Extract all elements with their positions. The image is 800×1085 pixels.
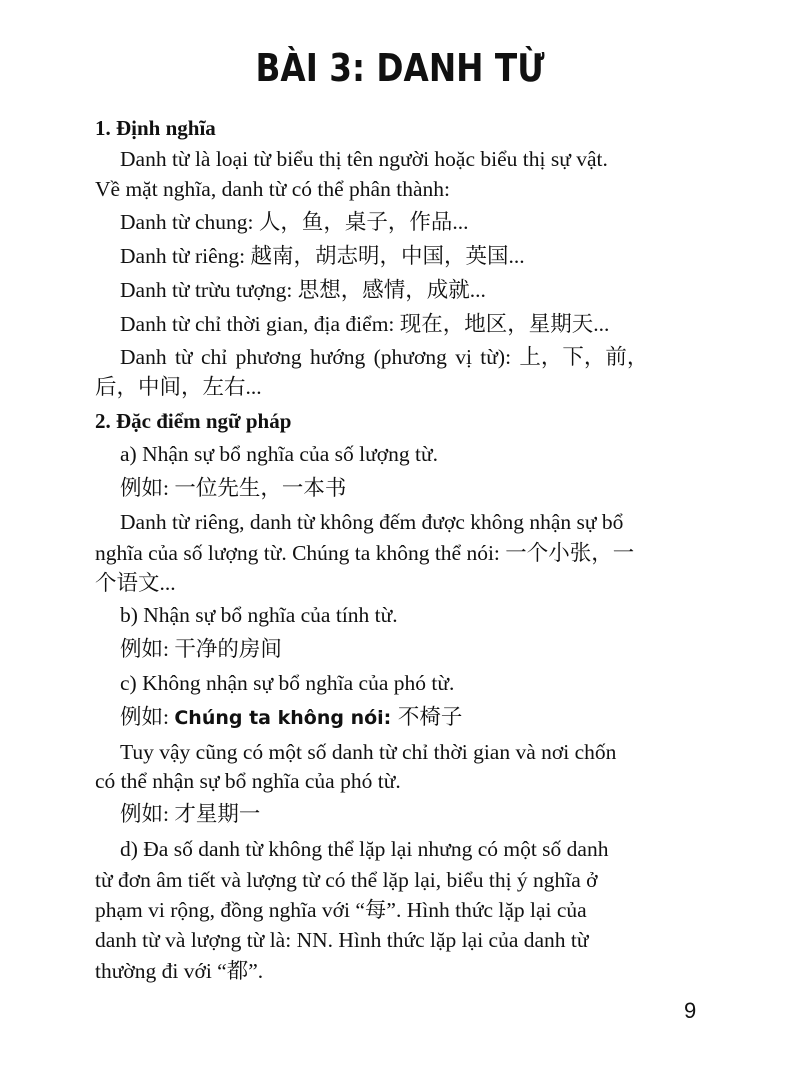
paragraph-line: 后，中间，左右... xyxy=(95,375,262,399)
paragraph-line: Danh từ riêng, danh từ không đếm được không nhận sự bổ xyxy=(120,510,624,534)
paragraph-line: có thể nhận sự bổ nghĩa của phó từ. xyxy=(95,769,401,793)
paragraph-line: Danh từ riêng: 越南，胡志明，中国，英国... xyxy=(120,244,525,268)
paragraph-line: Tuy vậy cũng có một số danh từ chỉ thời gian và nơi chốn xyxy=(120,740,617,764)
page-title: BÀI 3: DANH TỪ xyxy=(255,46,545,90)
example-line: 例如: 才星期一 xyxy=(120,802,261,826)
paragraph-line: d) Đa số danh từ không thể lặp lại nhưng có một số danh xyxy=(120,837,609,861)
page-number: 9 xyxy=(684,998,697,1023)
section-heading-grammar: 2. Đặc điểm ngữ pháp xyxy=(95,409,292,433)
paragraph-line: Danh từ chỉ phương hướng (phương vị từ): 上，下，前， xyxy=(120,345,649,369)
paragraph-line: phạm vi rộng, đồng nghĩa với “每”. Hình thức lặp lại của xyxy=(95,898,587,922)
paragraph-line: c) Không nhận sự bổ nghĩa của phó từ. xyxy=(120,671,455,695)
example-line-c xyxy=(120,703,462,732)
paragraph-line: Danh từ chung: 人，鱼，桌子，作品... xyxy=(120,210,469,234)
paragraph-line: từ đơn âm tiết và lượng từ có thể lặp lại, biểu thị ý nghĩa ở xyxy=(95,868,598,892)
paragraph-line: thường đi với “都”. xyxy=(95,959,264,983)
paragraph-line: b) Nhận sự bổ nghĩa của tính từ. xyxy=(120,603,398,627)
paragraph-line: Danh từ là loại từ biểu thị tên người hoặc biểu thị sự vật. xyxy=(120,147,608,171)
example-chinese: 不椅子 xyxy=(397,705,463,729)
paragraph-line: nghĩa của số lượng từ. Chúng ta không thể nói: 一个小张，一 xyxy=(95,541,635,565)
paragraph-line: a) Nhận sự bổ nghĩa của số lượng từ. xyxy=(120,442,439,466)
paragraph-line: Về mặt nghĩa, danh từ có thể phân thành: xyxy=(95,177,450,201)
paragraph-line: danh từ và lượng từ là: NN. Hình thức lặp lại của danh từ xyxy=(95,928,589,952)
example-line: 例如: 干净的房间 xyxy=(120,637,282,661)
section-heading-definition: 1. Định nghĩa xyxy=(95,116,216,140)
paragraph-line: Danh từ chỉ thời gian, địa điểm: 现在，地区，星期天... xyxy=(120,312,610,336)
example-line: 例如: 一位先生，一本书 xyxy=(120,476,347,500)
example-prefix: 例如: xyxy=(120,705,175,729)
paragraph-line: 个语文... xyxy=(95,571,176,595)
paragraph-line: Danh từ trừu tượng: 思想，感情，成就... xyxy=(120,278,486,302)
example-bold-text: Chúng ta không nói: xyxy=(174,707,398,729)
